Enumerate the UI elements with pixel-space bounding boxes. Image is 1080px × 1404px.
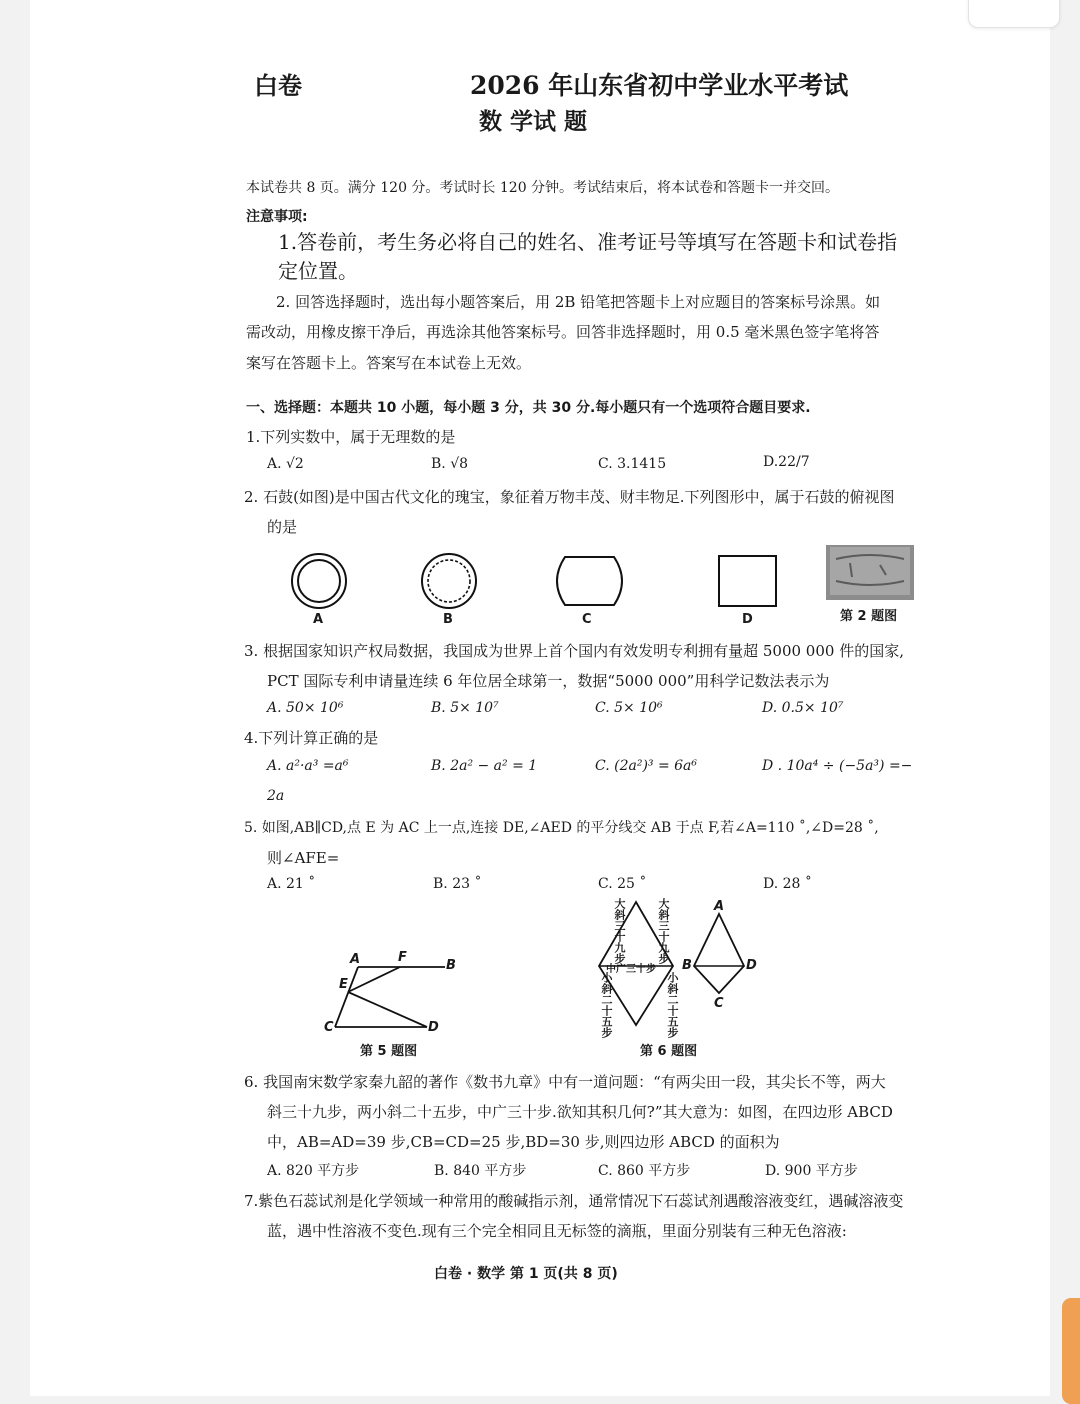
q6-option-d: D. 900 平方步: [765, 1163, 858, 1179]
q4-option-a: A. a²·a³ =a⁶: [267, 758, 349, 774]
q6-stem-line-2: 斜三十九步，两小斜二十五步，中广三十步.欲知其积几何?”其大意为：如图，在四边形 ABCD: [267, 1103, 893, 1121]
exam-title: 2026 年山东省初中学业水平考试: [470, 71, 849, 100]
q1-option-c: C. 3.1415: [598, 456, 667, 472]
q4-option-d-continued: 2a: [267, 788, 285, 804]
q5-stem-line-2: 则∠AFE=: [267, 849, 340, 867]
section-1-heading: 一、选择题：本题共 10 小题，每小题 3 分，共 30 分.每小题只有一个选项符合题目要求.: [246, 400, 811, 416]
notice-title: 注意事项:: [246, 209, 308, 225]
q2-stem-line-1: 2. 石鼓(如图)是中国古代文化的瑰宝，象征着万物丰茂、财丰物足.下列图形中，属于石鼓的俯视图: [244, 488, 895, 506]
q6-figure-caption: 第 6 题图: [640, 1044, 698, 1059]
q6-point-a: A: [714, 899, 725, 914]
q5-figure-caption: 第 5 题图: [360, 1044, 418, 1059]
q5-stem-line-1: 5. 如图,AB∥CD,点 E 为 AC 上一点,连接 DE,∠AED 的平分线交 AB 于点 F,若∠A=110 ˚,∠D=28 ˚,: [244, 820, 879, 836]
q2-stem-line-2: 的是: [267, 518, 298, 536]
q6-label-right-small: 小斜二十五步: [666, 972, 679, 1038]
q2-shape-a-inner: [298, 560, 340, 602]
q6-label-right-big: 大斜三十九步: [657, 898, 670, 964]
q5-option-a: A. 21 ˚: [267, 876, 316, 892]
notice-1-line-1: 1.答卷前，考生务必将自己的姓名、准考证号等填写在答题卡和试卷指: [278, 230, 898, 254]
q6-label-left-big: 大斜三十九步: [613, 898, 626, 964]
q3-option-d: D. 0.5× 10⁷: [762, 700, 844, 716]
exam-page: [30, 0, 1050, 1396]
q1-option-b: B. √8: [431, 456, 469, 472]
q4-option-b: B. 2a² − a² = 1: [431, 758, 538, 774]
q6-option-b: B. 840 平方步: [434, 1163, 527, 1179]
page-footer: 白卷 · 数学 第 1 页(共 8 页): [434, 1266, 618, 1282]
notice-2-line-3: 案写在答题卡上。答案写在本试卷上无效。: [246, 354, 532, 372]
q5-point-e: E: [339, 977, 348, 992]
q2-label-d: D: [742, 612, 753, 627]
q5-option-b: B. 23 ˚: [433, 876, 482, 892]
q2-figure-caption: 第 2 题图: [840, 609, 898, 624]
scrollbar-thumb[interactable]: [1062, 1298, 1080, 1404]
exam-summary: 本试卷共 8 页。满分 120 分。考试时长 120 分钟。考试结束后，将本试卷和答题卡一并交回。: [246, 180, 840, 196]
q6-quad-abcd: [694, 914, 744, 993]
q3-option-c: C. 5× 10⁶: [595, 700, 663, 716]
q3-stem-line-1: 3. 根据国家知识产权局数据，我国成为世界上首个国内有效发明专利拥有量超 5000 000 件的国家,: [244, 642, 904, 660]
q5-line-ed: [348, 992, 427, 1027]
q7-stem-line-2: 蓝，遇中性溶液不变色.现有三个完全相同且无标签的滴瓶，里面分别装有三种无色溶液:: [267, 1222, 847, 1240]
exam-subtitle: 数 学试 题: [479, 109, 588, 135]
q6-label-left-small: 小斜二十五步: [600, 972, 613, 1038]
q6-stem-line-1: 6. 我国南宋数学家秦九韶的著作《数书九章》中有一道问题：“有两尖田一段，其尖长不等，两大: [244, 1073, 886, 1091]
q5-point-c: C: [324, 1020, 334, 1035]
q4-option-d: D . 10a⁴ ÷ (−5a³) =−: [762, 758, 913, 774]
notice-2-line-1: 2. 回答选择题时，选出每小题答案后，用 2B 铅笔把答题卡上对应题目的答案标号涂黑。如: [276, 293, 881, 311]
q5-point-d: D: [428, 1020, 439, 1035]
q2-shape-b-inner: [428, 560, 470, 602]
q6-option-c: C. 860 平方步: [598, 1163, 691, 1179]
q5-line-ac: [335, 967, 358, 1027]
q2-label-b: B: [443, 612, 453, 627]
q2-shape-a-outer: [292, 554, 346, 608]
q6-point-b: B: [682, 958, 692, 973]
paper-tag: 白卷: [254, 72, 302, 100]
q5-point-a: A: [350, 952, 361, 967]
q3-stem-line-2: PCT 国际专利申请量连续 6 年位居全球第一，数据“5000 000”用科学记数法表示为: [267, 672, 830, 690]
q7-stem-line-1: 7.紫色石蕊试剂是化学领域一种常用的酸碱指示剂，通常情况下石蕊试剂遇酸溶液变红，遇碱溶液变: [244, 1192, 904, 1210]
q4-option-c: C. (2a²)³ = 6a⁶: [595, 758, 698, 774]
notice-2-line-2: 需改动，用橡皮擦干净后，再选涂其他答案标号。回答非选择题时，用 0.5 毫米黑色签字笔将答: [246, 323, 880, 341]
corner-tab[interactable]: [968, 0, 1060, 28]
q6-point-d: D: [746, 958, 757, 973]
q2-shape-c: [557, 557, 622, 605]
q2-label-a: A: [313, 612, 324, 627]
q5-option-d: D. 28 ˚: [763, 876, 812, 892]
q1-option-d: D.22/7: [763, 454, 810, 470]
q6-label-middle: 中广三十步: [606, 964, 656, 975]
q1-stem: 1.下列实数中，属于无理数的是: [246, 428, 456, 446]
q1-option-a: A. √2: [267, 456, 304, 472]
q6-option-a: A. 820 平方步: [267, 1163, 360, 1179]
q4-stem: 4.下列计算正确的是: [244, 729, 379, 747]
q6-point-c: C: [714, 996, 724, 1011]
q2-label-c: C: [582, 612, 592, 627]
q3-option-b: B. 5× 10⁷: [431, 700, 499, 716]
notice-1-line-2: 定位置。: [278, 259, 358, 283]
q2-shape-b-outer: [422, 554, 476, 608]
q5-option-c: C. 25 ˚: [598, 876, 647, 892]
q5-point-b: B: [446, 958, 456, 973]
q3-option-a: A. 50× 10⁶: [267, 700, 344, 716]
q2-shape-d: [719, 556, 776, 606]
q6-stem-line-3: 中，AB=AD=39 步,CB=CD=25 步,BD=30 步,则四边形 ABCD 的面积为: [267, 1133, 780, 1151]
q5-point-f: F: [398, 950, 407, 965]
